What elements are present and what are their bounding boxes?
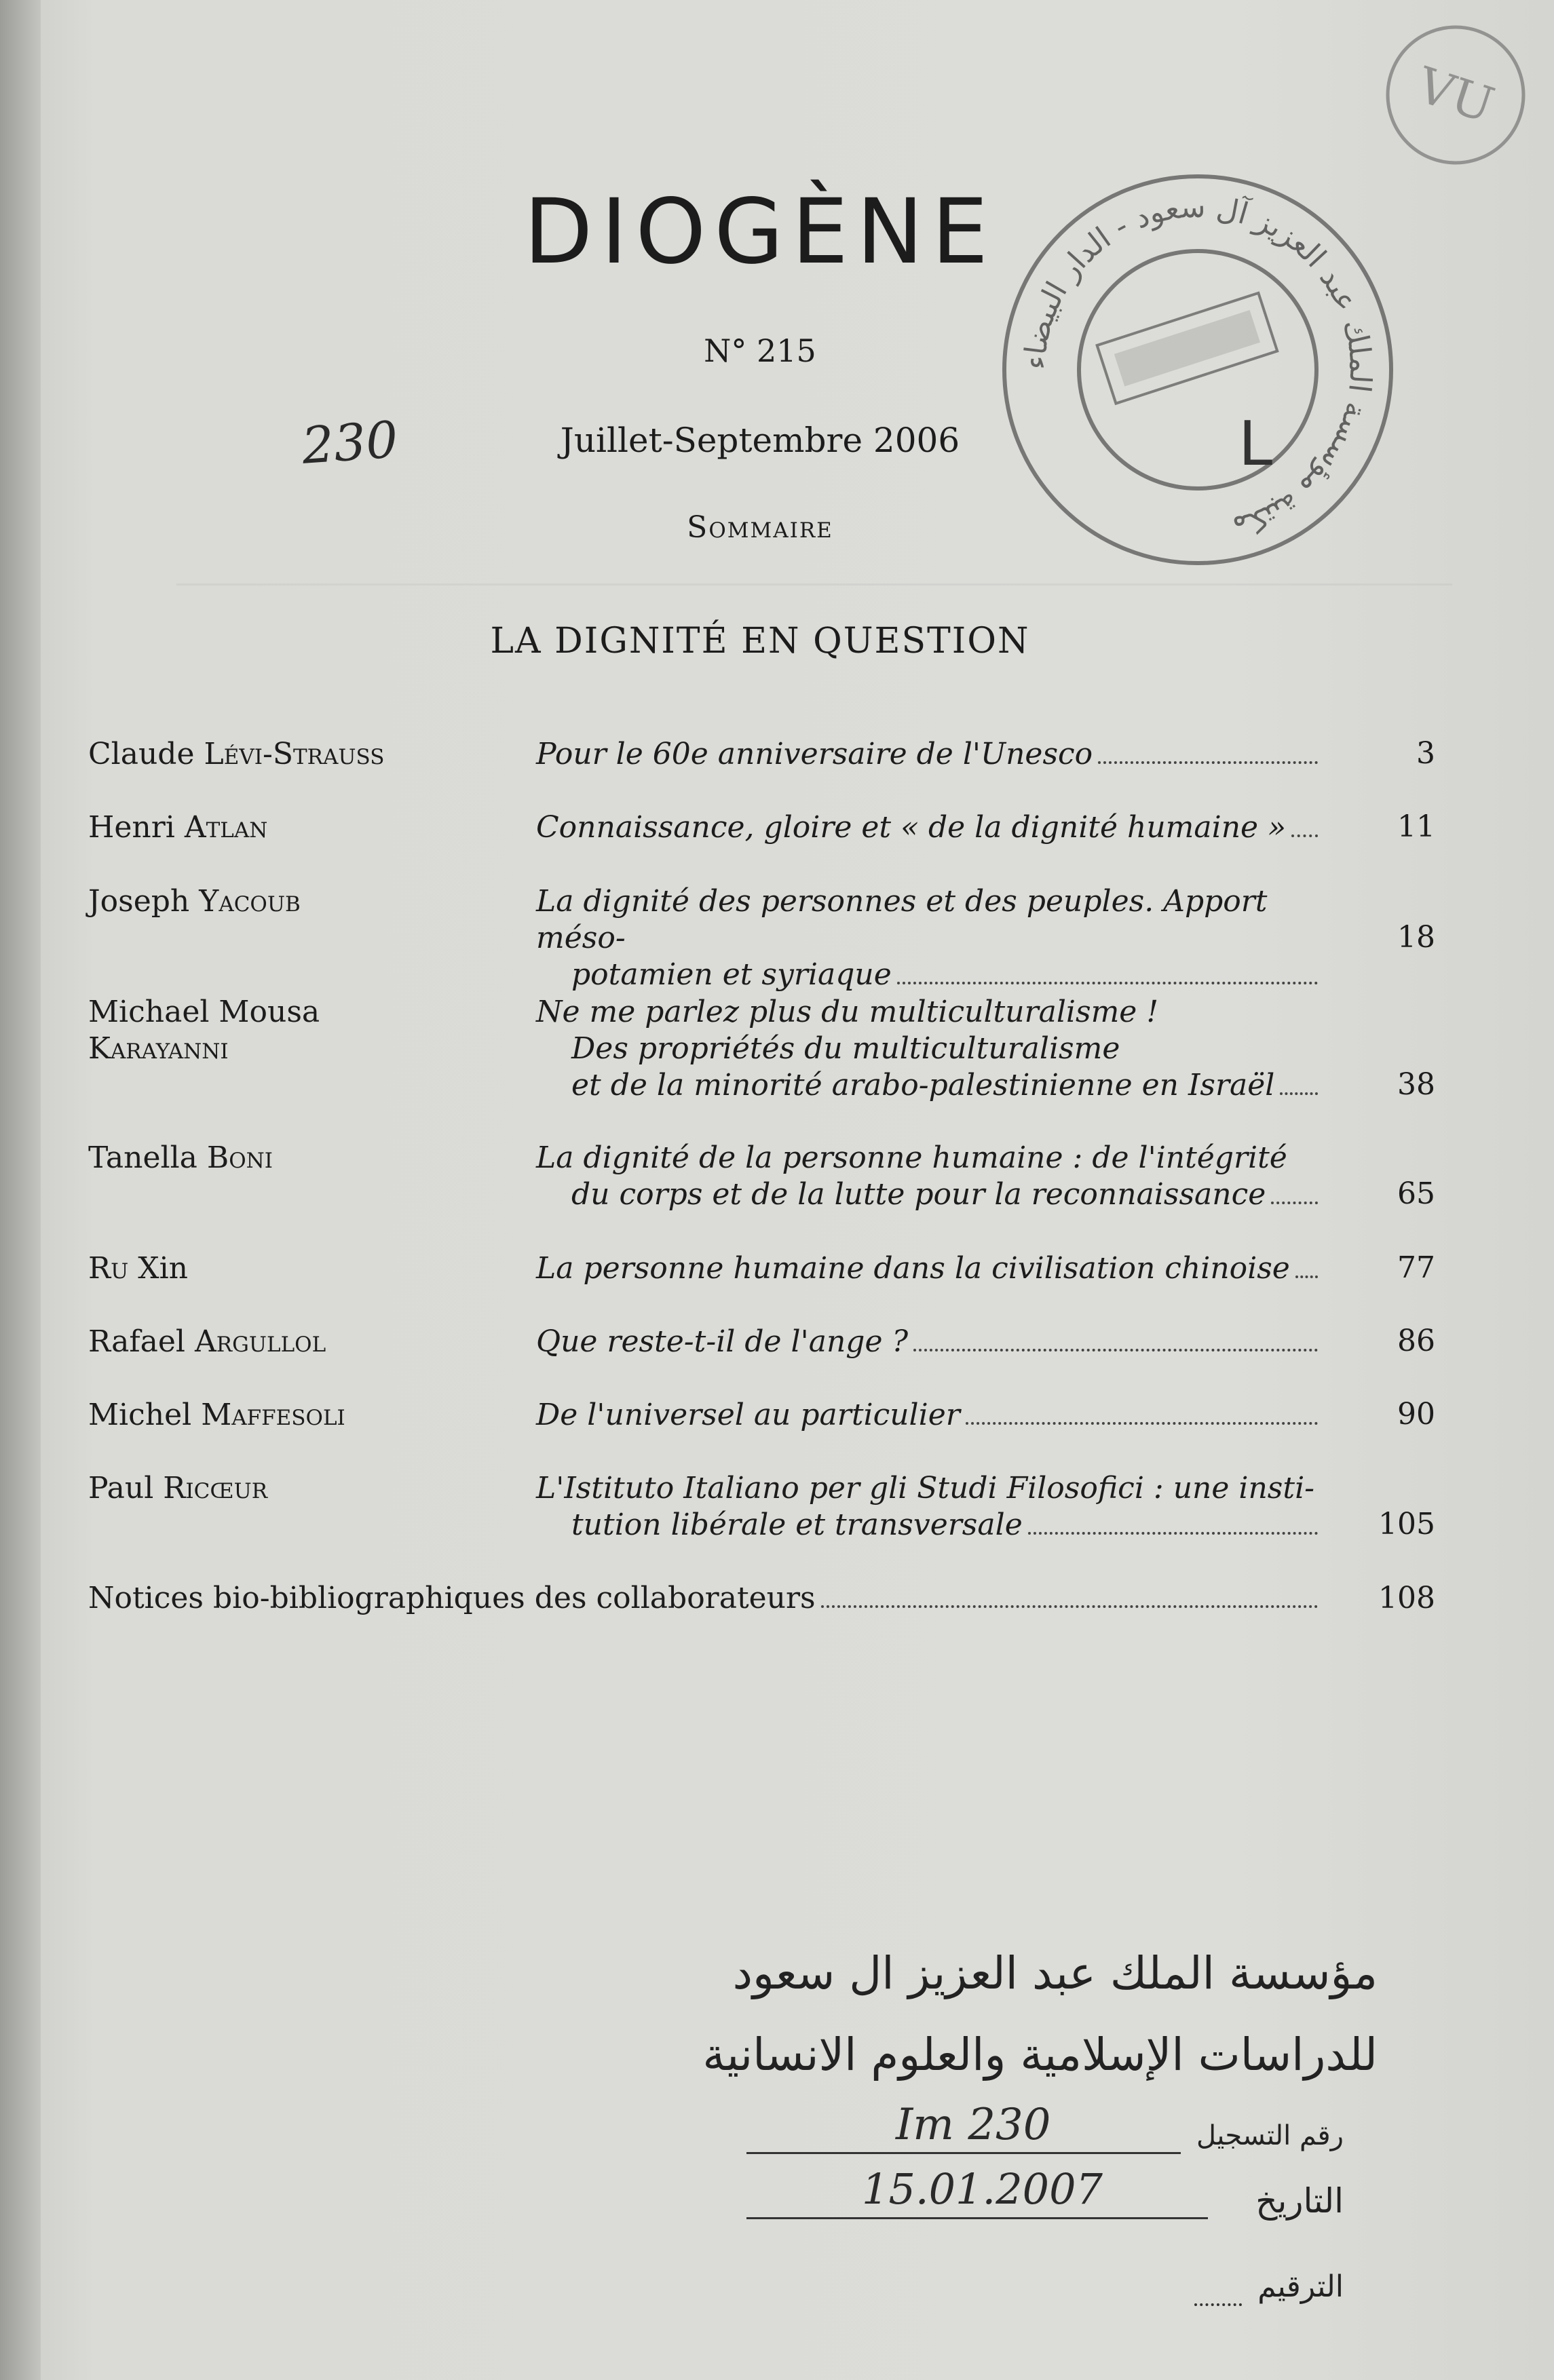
article-title: Ne me parlez plus du multiculturalisme ! Des propriétés du multiculturalisme et de la minorité arabo-palestinienne en Israël <box>536 994 1323 1104</box>
svg-text:مكتبة مؤسسة الملك عبد العزيز آ <box>1018 190 1378 545</box>
article-title: La personne humaine dans la civilisation chinoise <box>536 1250 1323 1287</box>
notices-page-number: 108 <box>1378 1581 1435 1615</box>
page-number: 86 <box>1397 1324 1435 1358</box>
author-name: Joseph Yacoub <box>88 884 301 919</box>
article-title: Pour le 60e anniversaire de l'Unesco <box>536 736 1323 773</box>
author-name: Rafael Argullol <box>88 1324 326 1359</box>
article-title: La dignité de la personne humaine : de l'intégrité du corps et de la lutte pour la reconnaissance <box>536 1140 1323 1213</box>
handwritten-number: 230 <box>300 410 400 476</box>
registration-date: 15.01.2007 <box>862 2164 1103 2214</box>
author-name: Michel Maffesoli <box>88 1398 345 1432</box>
registration-number: Im 230 <box>896 2100 1051 2150</box>
registry-line-2: للدراسات الإسلامية والعلوم الانسانية <box>702 2029 1378 2081</box>
notices-row <box>88 1581 1323 1615</box>
sommaire-heading: Sommaire <box>687 510 833 545</box>
author-name: Tanella Boni <box>88 1140 273 1175</box>
article-title: Que reste-t-il de l'ange ? <box>536 1324 1323 1360</box>
registration-label: رقم التسجيل <box>1196 2120 1344 2151</box>
page-number: 65 <box>1397 1176 1435 1211</box>
author-name: Michael Mousa Karayanni <box>88 995 320 1066</box>
registry-line-1: مؤسسة الملك عبد العزيز ال سعود <box>732 1947 1378 1999</box>
author-name: Henri Atlan <box>88 810 268 845</box>
page-number: 18 <box>1397 920 1435 955</box>
page-number: 38 <box>1397 1067 1435 1102</box>
page-number: 77 <box>1397 1250 1435 1285</box>
vu-stamp <box>1378 17 1534 173</box>
stamp-initials: L <box>1238 408 1273 480</box>
page-number: 90 <box>1397 1397 1435 1432</box>
page-number: 3 <box>1416 736 1435 771</box>
issue-number: N° 215 <box>704 332 816 369</box>
article-title: Connaissance, gloire et « de la dignité humaine » <box>536 809 1323 846</box>
registration-underline <box>746 2152 1181 2154</box>
journal-title: DIOGÈNE <box>523 180 997 284</box>
author-name: Claude Lévi-Strauss <box>88 737 385 771</box>
article-title: De l'universel au particulier <box>536 1397 1323 1434</box>
cote-label: الترقيم <box>1257 2269 1344 2304</box>
date-underline <box>746 2217 1208 2219</box>
library-stamp <box>994 166 1401 573</box>
stamp-ring-text: مكتبة مؤسسة الملك عبد العزيز آل سعود - الدار البيضاء <box>1017 189 1378 545</box>
cote-dots <box>1194 2303 1242 2306</box>
issue-date: Juillet-Septembre 2006 <box>560 421 960 460</box>
article-title: L'Istituto Italiano per gli Studi Filosofici : une insti- tution libérale et transversale <box>536 1470 1323 1543</box>
author-name: Ru Xin <box>88 1251 188 1286</box>
notices-label: Notices bio-bibliographiques des collaborateurs <box>88 1581 816 1615</box>
article-title: La dignité des personnes et des peuples. Apport méso- potamien et syriaque <box>536 883 1323 993</box>
vu-text: VU <box>1410 56 1501 134</box>
page-number: 11 <box>1397 809 1435 844</box>
author-name: Paul Ricœur <box>88 1471 268 1505</box>
page-number: 105 <box>1378 1507 1435 1541</box>
theme-heading: LA DIGNITÉ EN QUESTION <box>490 621 1030 661</box>
date-label: التاريخ <box>1255 2181 1344 2221</box>
